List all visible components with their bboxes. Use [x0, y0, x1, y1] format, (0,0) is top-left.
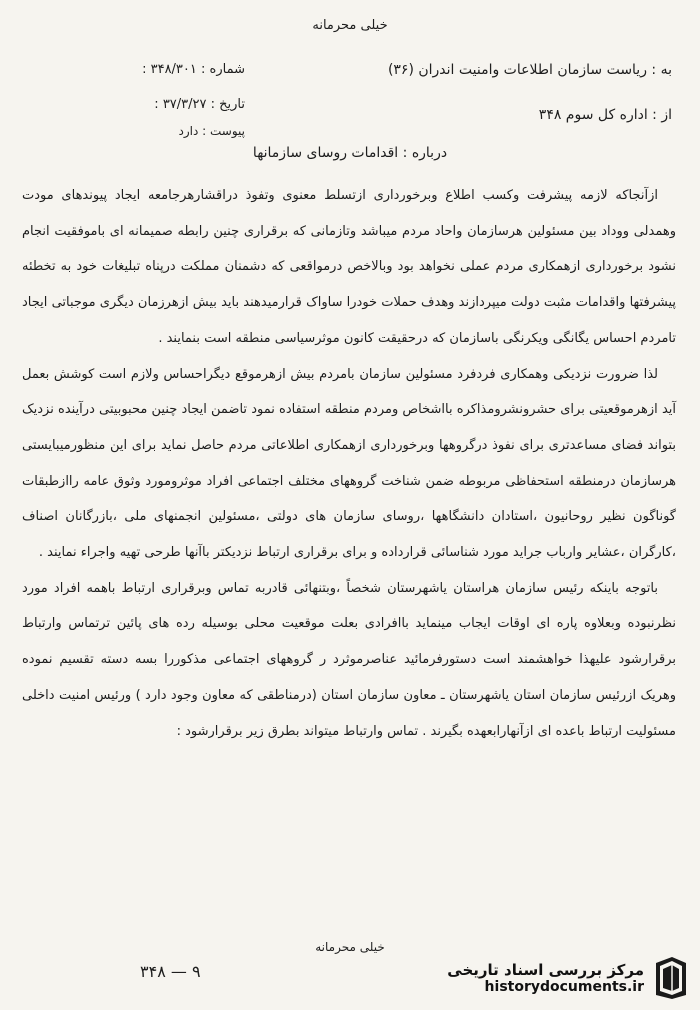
letter-number: شماره : ۳۴۸/۳۰۱ : — [142, 62, 245, 77]
watermark-text — [447, 961, 644, 995]
body-paragraph-2: لذا ضرورت نزدیکی وهمکاری فردفرد مسئولین سازمان بامردم بیش ازهرموقع دیگراحساس ولازم است کوشش بعمل آید ازهرموقعیتی برای حشرونشرومذاکره بااشخاص ومردم منطقه استفاده نمود تاضمن ایجاد چنین محبوبیتی درآینده نزدیک بتواند فضای مساعدتری برای نفوذ درگروهها وبرخورداری ازهمکاری اطلاعاتی مردم حاصل نماید برای این منظورمیبایستی هرسازمان درمنطقه استحفاظی مربوطه ضمن شناخت گروههای مختلف اجتماعی افراد موثرومورد وثوق عامه راازطبقات گوناگون نظیر روحانیون ،استادان دانشگاهها ،روسای سازمان های دولتی ،مسئولین انجمنهای ملی ،بازرگانان اصناف ،کارگران ،عشایر وارباب جراید مورد شناسائی قرارداده و برای برقراری ارتباط نزدیکتر باآنها طرحی تهیه واجراء نمایند . — [22, 366, 676, 561]
book-logo-icon — [652, 955, 690, 1001]
classification-top: خیلی محرمانه — [312, 18, 388, 33]
archive-watermark — [447, 955, 690, 1001]
body-paragraph-1: ازآنجاکه لازمه پیشرفت وکسب اطلاع وبرخورداری ازتسلط معنوی وتفوذ دراقشارهرجامعه ایجاد پیوندهای مودت وهمدلی ووداد بین مسئولین هرسازمان واحاد مردم میباشد وتازمانی که برقراری چنین رابطه صمیمانه ای باموفقیت انجام نشود برخورداری ازهمکاری مردم عملی نخواهد بود وبالاخص درمواقعی که دشمنان مملکت درپناه تبلیغات خود به تخطئه پیشرفتها واقدامات مثبت دولت میپردازند وهدف حملات خودرا ساواک قرارمیدهند باید بیش ازهرزمان دیگری موجباتی ایجاد تامردم احساس یگانگی ویکرنگی باسازمان که درحقیقت کانون موثرسیاسی منطقه است بنمایند . — [22, 188, 676, 346]
letter-date: تاریخ : ۳۷/۳/۲۷ : — [154, 97, 245, 112]
attachment-note: پیوست : دارد — [178, 124, 245, 138]
subject-line: درباره : اقدامات روسای سازمانها — [252, 145, 448, 161]
watermark-title: مرکز بررسی اسناد تاریخی — [447, 961, 644, 979]
page-code: ۳۴۸ — ۹ — [140, 962, 201, 981]
recipient-line: به : ریاست سازمان اطلاعات وامنیت اندران (۳۶) — [387, 62, 672, 78]
sender-line: از : اداره کل سوم ۳۴۸ — [538, 107, 672, 123]
classification-bottom: خیلی محرمانه — [315, 940, 385, 954]
watermark-url: historydocuments.ir — [484, 979, 644, 995]
letter-body — [22, 178, 676, 749]
body-paragraph-3: باتوجه باینکه رئیس سازمان هراستان یاشهرستان شخصاً ،وبتنهائی قادربه تماس وبرقراری ارتباط باهمه افراد مورد نظرنبوده وبعلاوه پاره ای اوقات ایجاب مینماید باافرادی بعلت موقعیت محلی بوسیله رده های پائین ترتماس وارتباط برقرارشود علیهذا خواهشمند است دستورفرمائید عناصرموثرد ر گروههای اجتماعی مذکوررا بسه دسته تقسیم نموده وهریک ازرئیس سازمان استان یاشهرستان ـ معاون سازمان استان (درمناطقی که معاون وجود دارد ) ورئیس امنیت داخلی مسئولیت ارتباط باعده ای ازآنهارابعهده بگیرند . تماس وارتباط میتواند بطرق زیر برقرارشود : — [22, 580, 676, 739]
